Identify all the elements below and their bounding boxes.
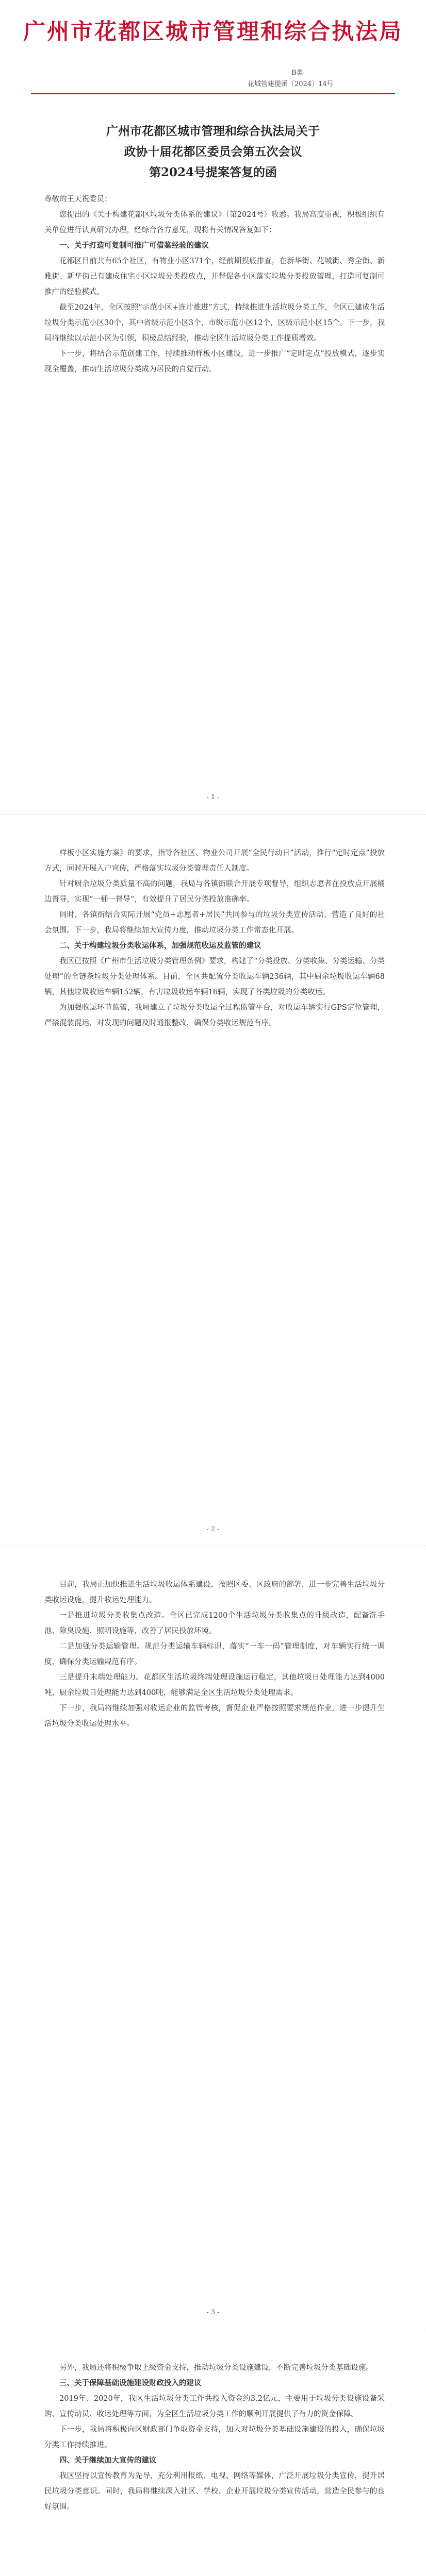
- red-divider: [31, 93, 395, 94]
- paragraph: 截至2024年，全区按照“示范小区+连片推进”方式，持续推进生活垃圾分类工作，全区已建成生活垃圾分类示范小区30个，其中省级示范小区3个，市级示范小区12个，区级示范小区15个。下一步，我局将继续以示范小区为引领，积极总结经验，推动全区生活垃圾分类工作提质增效。: [44, 303, 385, 343]
- paragraph: 下一步，将结合示范创建工作，持续推动样板小区建设，进一步推广“定时定点”投放模式，逐步实现全覆盖，推动生活垃圾分类成为居民的自觉行动。: [44, 350, 385, 374]
- paragraph: 三是提升末端处理能力。花都区生活垃圾终端处理设施运行稳定，其他垃圾日处理能力达到4000吨，厨余垃圾日处理能力达到400吨，能够满足全区生活垃圾分类处理需求。: [44, 1673, 385, 1697]
- paragraph: 为加强收运环节监管，我局建立了垃圾分类收运全过程监管平台，对收运车辆实行GPS定位管理，严禁混装混运，对发现的问题及时通报整改，确保分类收运规范有序。: [44, 1004, 385, 1027]
- paragraph: 目前，我局正加快推进生活垃圾收运体系建设，按照区委、区政府的部署，进一步完善生活垃圾分类收运设施，提升收运处理能力。: [44, 1581, 385, 1604]
- paragraph: 我区已按照《广州市生活垃圾分类管理条例》要求，构建了“分类投放、分类收集、分类运输、分类处理”的全链条垃圾分类处理体系。目前，全区共配置分类收运车辆236辆，其中厨余垃圾收运车辆68辆，其他垃圾收运车辆152辆，有害垃圾收运车辆16辆，实现了各类垃圾的分类收运。: [44, 957, 385, 996]
- page-4-body: [44, 2360, 385, 2515]
- paragraph: 我区坚持以宣传教育为先导，充分利用报纸、电视、网络等媒体，广泛开展垃圾分类宣传，提升居民垃圾分类意识。同时，我局将继续深入社区、学校、企业开展垃圾分类宣传活动，营造全民参与的良好氛围。: [44, 2472, 385, 2511]
- title-line-2: 政协十届花都区委员会第五次会议: [124, 145, 302, 159]
- intro-paragraph: 您提出的《关于构建花都区垃圾分类体系的建议》（第2024号）收悉。我局高度重视，积极组织有关单位进行认真研究办理，经综合各方意见，现将有关情况答复如下：: [44, 211, 385, 234]
- document-title: [46, 121, 380, 183]
- page-number: - 1 -: [206, 793, 220, 801]
- page-1: [0, 0, 426, 814]
- page-3: [0, 1546, 426, 2329]
- page-2: [0, 814, 426, 1546]
- section-heading-4: 四、关于继续加大宣传的建议: [59, 2456, 157, 2465]
- page-2-body: [44, 845, 385, 1031]
- paragraph: 一是推进垃圾分类收集点改造。全区已完成1200个生活垃圾分类收集点的升级改造，配备洗手池、除臭设施、照明设施等，改善了居民投放环境。: [44, 1612, 385, 1635]
- paragraph: 同时，各镇街结合实际开展“党员+志愿者+居民”共同参与的垃圾分类宣传活动，营造了良好的社会氛围。下一步，我局将继续加大宣传力度，推动垃圾分类工作常态化开展。: [44, 911, 385, 935]
- paragraph: 针对厨余垃圾分类质量不高的问题，我局与各镇街联合开展专项督导，组织志愿者在投放点开展桶边督导，实现“一桶一督导”，有效提升了居民分类投放准确率。: [44, 880, 385, 904]
- paragraph: 二是加强分类运输管理。规范分类运输车辆标识，落实“一车一码”管理制度，对车辆实行统一调度，确保分类运输规范有序。: [44, 1642, 385, 1666]
- document-number: 花城管建提函〔2024〕14号: [248, 80, 334, 88]
- section-heading-1: 一、关于打造可复制可推广可借鉴经验的建议: [59, 241, 209, 250]
- salutation: 尊敬的王天祝委员：: [44, 195, 112, 204]
- page-number: - 2 -: [206, 1526, 220, 1533]
- section-heading-2: 二、关于构建垃圾分类收运体系，加强规范收运及监管的建议: [59, 941, 261, 950]
- page-4: [0, 2329, 426, 2576]
- classification: B类: [291, 69, 303, 77]
- paragraph: 花都区目前共有65个社区，有物业小区371个，经前期摸底排查，在新华街、花城街、秀全街、新雅街、新华街已有建成住宅小区垃圾分类投放点，并督促各小区落实垃圾分类投放管理，打造可复制可推广的经验模式。: [44, 257, 385, 296]
- page-1-body: [44, 192, 385, 377]
- title-line-3: 第2024号提案答复的函: [149, 165, 277, 179]
- title-line-1: 广州市花都区城市管理和综合执法局关于: [106, 124, 320, 138]
- paragraph: 2019年、2020年，我区生活垃圾分类工作共投入资金约3.2亿元，主要用于垃圾分类设施设备采购、宣传动员、收运处理等方面，为全区生活垃圾分类工作的顺利开展提供了有力的资金保障。: [44, 2395, 385, 2418]
- page-3-body: [44, 1577, 385, 1732]
- paragraph: 样板小区实施方案》的要求，指导各社区、物业公司开展“全民行动日”活动，推行“定时定点”投放方式，同时开展入户宣传，严格落实垃圾分类管理责任人制度。: [44, 849, 385, 873]
- section-heading-3: 三、关于保障基础设施建设财政投入的建议: [59, 2379, 202, 2387]
- paragraph: 下一步，我局将积极向区财政部门争取资金支持，加大对垃圾分类基础设施建设的投入，确保垃圾分类工作持续推进。: [44, 2426, 385, 2449]
- page-number: - 3 -: [206, 2309, 220, 2316]
- masthead: 广州市花都区城市管理和综合执法局: [23, 19, 403, 45]
- paragraph: 下一步，我局将继续加强对收运企业的监管考核，督促企业严格按照要求规范作业，进一步提升生活垃圾分类收运处理水平。: [44, 1704, 385, 1728]
- paragraph: 另外，我局还将积极争取上级资金支持，推动垃圾分类设施建设，不断完善垃圾分类基础设施。: [59, 2364, 373, 2372]
